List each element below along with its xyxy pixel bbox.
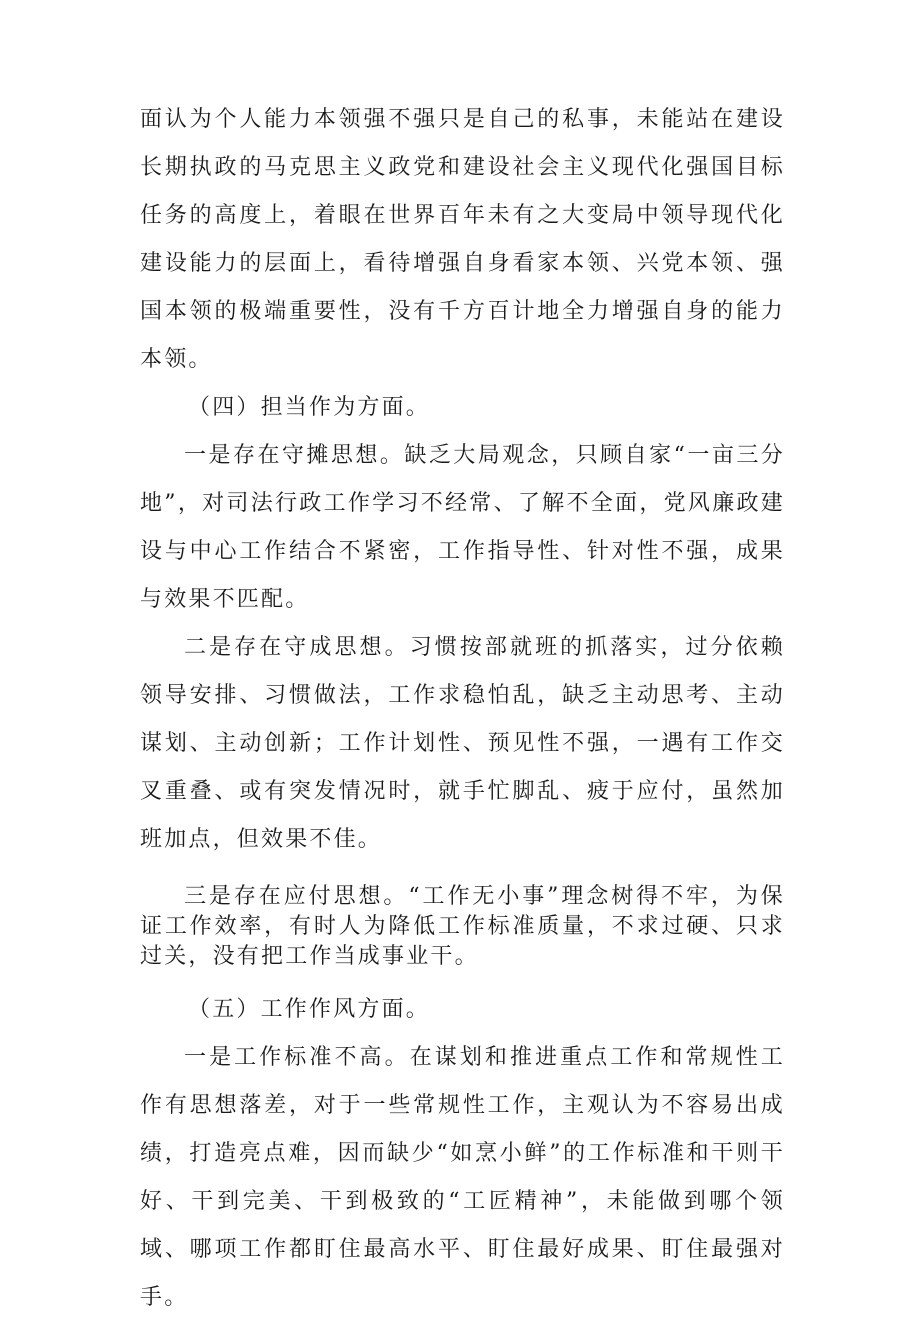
paragraph-4-1: 一是存在守摊思想。缺乏大局观念，只顾自家“一亩三分地”，对司法行政工作学习不经常、了解不全面，党风廉政建设与中心工作结合不紧密，工作指导性、针对性不强，成果与效果不匹配。 bbox=[140, 443, 785, 612]
document-page bbox=[140, 96, 785, 1322]
paragraph-4-3: 三是存在应付思想。“工作无小事”理念树得不牢，为保证工作效率，有时人为降低工作标准质量，不求过硬、只求过关，没有把工作当成事业干。 bbox=[140, 884, 785, 969]
section-heading-4: （四）担当作为方面。 bbox=[188, 395, 431, 420]
section-heading-5: （五）工作作风方面。 bbox=[188, 997, 431, 1022]
paragraph-5-1: 一是工作标准不高。在谋划和推进重点工作和常规性工作有思想落差，对于一些常规性工作，主观认为不容易出成绩，打造亮点难，因而缺少“如烹小鲜”的工作标准和干则干好、干到完美、干到极致的“工匠精神”，未能做到哪个领域、哪项工作都盯住最高水平、盯住最好成果、盯住最强对手。 bbox=[140, 1045, 785, 1310]
paragraph-continuation: 面认为个人能力本领强不强只是自己的私事，未能站在建设长期执政的马克思主义政党和建设社会主义现代化强国目标任务的高度上，着眼在世界百年未有之大变局中领导现代化建设能力的层面上，看待增强自身看家本领、兴党本领、强国本领的极端重要性，没有千方百计地全力增强自身的能力本领。 bbox=[140, 107, 785, 372]
paragraph-4-2: 二是存在守成思想。习惯按部就班的抓落实，过分依赖领导安排、习惯做法，工作求稳怕乱，缺乏主动思考、主动谋划、主动创新；工作计划性、预见性不强，一遇有工作交叉重叠、或有突发情况时，就手忙脚乱、疲于应付，虽然加班加点，但效果不佳。 bbox=[140, 635, 785, 852]
